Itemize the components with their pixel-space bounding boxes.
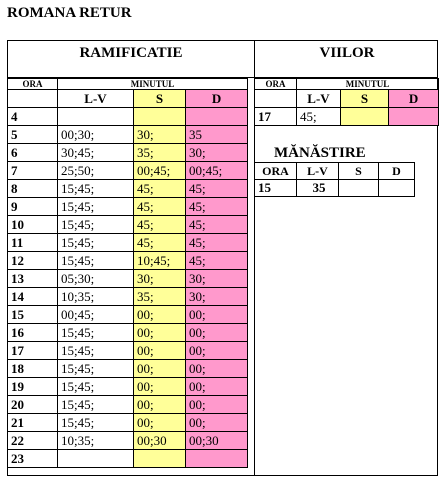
viilor-title: VIILOR — [319, 45, 375, 61]
table-row — [255, 108, 439, 126]
hour-cell: 22 — [8, 432, 58, 450]
viilor-subheader — [255, 79, 439, 90]
s-cell: 00; — [134, 324, 186, 342]
hour-cell: 5 — [8, 126, 58, 144]
hour-cell: 12 — [8, 252, 58, 270]
d-cell: 00; — [186, 414, 248, 432]
s-cell: 00; — [134, 342, 186, 360]
lv-cell — [58, 450, 134, 468]
lv-cell: 15;45; — [58, 414, 134, 432]
s-cell: 45; — [134, 180, 186, 198]
table-row — [8, 216, 248, 234]
col-lv: L-V — [297, 90, 341, 108]
ramificatie-day-header — [8, 90, 248, 108]
ora-header: ORA — [255, 79, 297, 90]
minutul-header: MINUTUL — [58, 79, 248, 90]
table-row — [8, 342, 248, 360]
col-lv: L-V — [58, 90, 134, 108]
hour-cell: 15 — [255, 180, 297, 197]
s-cell: 00;45; — [134, 162, 186, 180]
d-cell: 45; — [186, 198, 248, 216]
table-row — [8, 126, 248, 144]
d-cell: 00;45; — [186, 162, 248, 180]
hour-cell: 20 — [8, 396, 58, 414]
lv-cell: 05;30; — [58, 270, 134, 288]
s-cell: 00; — [134, 396, 186, 414]
col-lv: L-V — [297, 163, 339, 180]
d-cell: 45; — [186, 216, 248, 234]
lv-cell: 15;45; — [58, 180, 134, 198]
empty-cell — [255, 90, 297, 108]
hour-cell: 21 — [8, 414, 58, 432]
col-d: D — [186, 90, 248, 108]
s-cell: 00;30 — [134, 432, 186, 450]
lv-cell: 30;45; — [58, 144, 134, 162]
lv-cell: 15;45; — [58, 216, 134, 234]
hour-cell: 7 — [8, 162, 58, 180]
table-row — [8, 198, 248, 216]
hour-cell: 14 — [8, 288, 58, 306]
lv-cell: 10;35; — [58, 432, 134, 450]
d-cell: 00; — [186, 378, 248, 396]
d-cell: 00; — [186, 360, 248, 378]
hour-cell: 10 — [8, 216, 58, 234]
hour-cell: 18 — [8, 360, 58, 378]
s-cell: 45; — [134, 234, 186, 252]
table-row — [8, 144, 248, 162]
table-row — [8, 108, 248, 126]
col-s: S — [134, 90, 186, 108]
lv-cell: 15;45; — [58, 396, 134, 414]
lv-cell: 15;45; — [58, 252, 134, 270]
empty-cell — [8, 90, 58, 108]
table-row — [8, 414, 248, 432]
s-cell: 00; — [134, 414, 186, 432]
viilor-table — [254, 78, 439, 126]
table-row — [8, 324, 248, 342]
hour-cell: 13 — [8, 270, 58, 288]
s-cell: 00; — [134, 360, 186, 378]
manastire-table — [254, 162, 415, 197]
table-row — [8, 396, 248, 414]
hour-cell: 9 — [8, 198, 58, 216]
ora-header: ORA — [8, 79, 58, 90]
hour-cell: 16 — [8, 324, 58, 342]
d-cell: 45; — [186, 234, 248, 252]
lv-cell: 15;45; — [58, 378, 134, 396]
table-row — [8, 270, 248, 288]
lv-cell: 45; — [297, 108, 341, 126]
lv-cell: 00;30; — [58, 126, 134, 144]
hour-cell: 4 — [8, 108, 58, 126]
hour-cell: 15 — [8, 306, 58, 324]
table-row — [8, 360, 248, 378]
s-cell — [339, 180, 379, 197]
table-row — [8, 252, 248, 270]
d-cell — [186, 450, 248, 468]
d-cell: 30; — [186, 288, 248, 306]
lv-cell: 00;45; — [58, 306, 134, 324]
lv-cell: 35 — [297, 180, 339, 197]
s-cell: 30; — [134, 126, 186, 144]
s-cell: 35; — [134, 288, 186, 306]
hour-cell: 6 — [8, 144, 58, 162]
lv-cell: 15;45; — [58, 324, 134, 342]
manastire-title: MĂNĂSTIRE — [274, 145, 366, 161]
d-cell: 45; — [186, 252, 248, 270]
page-title: ROMANA RETUR — [7, 5, 132, 21]
lv-cell: 25;50; — [58, 162, 134, 180]
d-cell: 00; — [186, 306, 248, 324]
d-cell: 00;30 — [186, 432, 248, 450]
d-cell: 30; — [186, 144, 248, 162]
hour-cell: 19 — [8, 378, 58, 396]
d-cell — [389, 108, 439, 126]
s-cell: 30; — [134, 270, 186, 288]
hour-cell: 11 — [8, 234, 58, 252]
d-cell: 30; — [186, 270, 248, 288]
d-cell: 45; — [186, 180, 248, 198]
lv-cell: 15;45; — [58, 234, 134, 252]
col-d: D — [389, 90, 439, 108]
d-cell: 00; — [186, 324, 248, 342]
col-s: S — [341, 90, 389, 108]
table-row — [8, 288, 248, 306]
hour-cell: 8 — [8, 180, 58, 198]
s-cell: 10;45; — [134, 252, 186, 270]
lv-cell: 15;45; — [58, 342, 134, 360]
s-cell — [134, 450, 186, 468]
table-row — [8, 234, 248, 252]
s-cell: 45; — [134, 216, 186, 234]
lv-cell — [58, 108, 134, 126]
hour-cell: 23 — [8, 450, 58, 468]
lv-cell: 15;45; — [58, 360, 134, 378]
table-row — [8, 432, 248, 450]
table-row — [8, 180, 248, 198]
table-row — [8, 450, 248, 468]
ramificatie-subheader — [8, 79, 248, 90]
lv-cell: 15;45; — [58, 198, 134, 216]
minutul-header: MINUTUL — [297, 79, 439, 90]
d-cell — [186, 108, 248, 126]
s-cell: 35; — [134, 144, 186, 162]
table-row — [8, 162, 248, 180]
hour-cell: 17 — [8, 342, 58, 360]
d-cell: 35 — [186, 126, 248, 144]
s-cell — [341, 108, 389, 126]
col-d: D — [379, 163, 415, 180]
s-cell: 00; — [134, 306, 186, 324]
table-row — [8, 306, 248, 324]
viilor-day-header — [255, 90, 439, 108]
manastire-header — [255, 163, 415, 180]
table-row — [255, 180, 415, 197]
d-cell: 00; — [186, 342, 248, 360]
s-cell: 45; — [134, 198, 186, 216]
table-row — [8, 378, 248, 396]
col-s: S — [339, 163, 379, 180]
s-cell: 00; — [134, 378, 186, 396]
s-cell — [134, 108, 186, 126]
ramificatie-table — [7, 78, 248, 468]
lv-cell: 10;35; — [58, 288, 134, 306]
ora-header: ORA — [255, 163, 297, 180]
d-cell: 00; — [186, 396, 248, 414]
d-cell — [379, 180, 415, 197]
hour-cell: 17 — [255, 108, 297, 126]
ramificatie-title: RAMIFICATIE — [79, 45, 183, 61]
